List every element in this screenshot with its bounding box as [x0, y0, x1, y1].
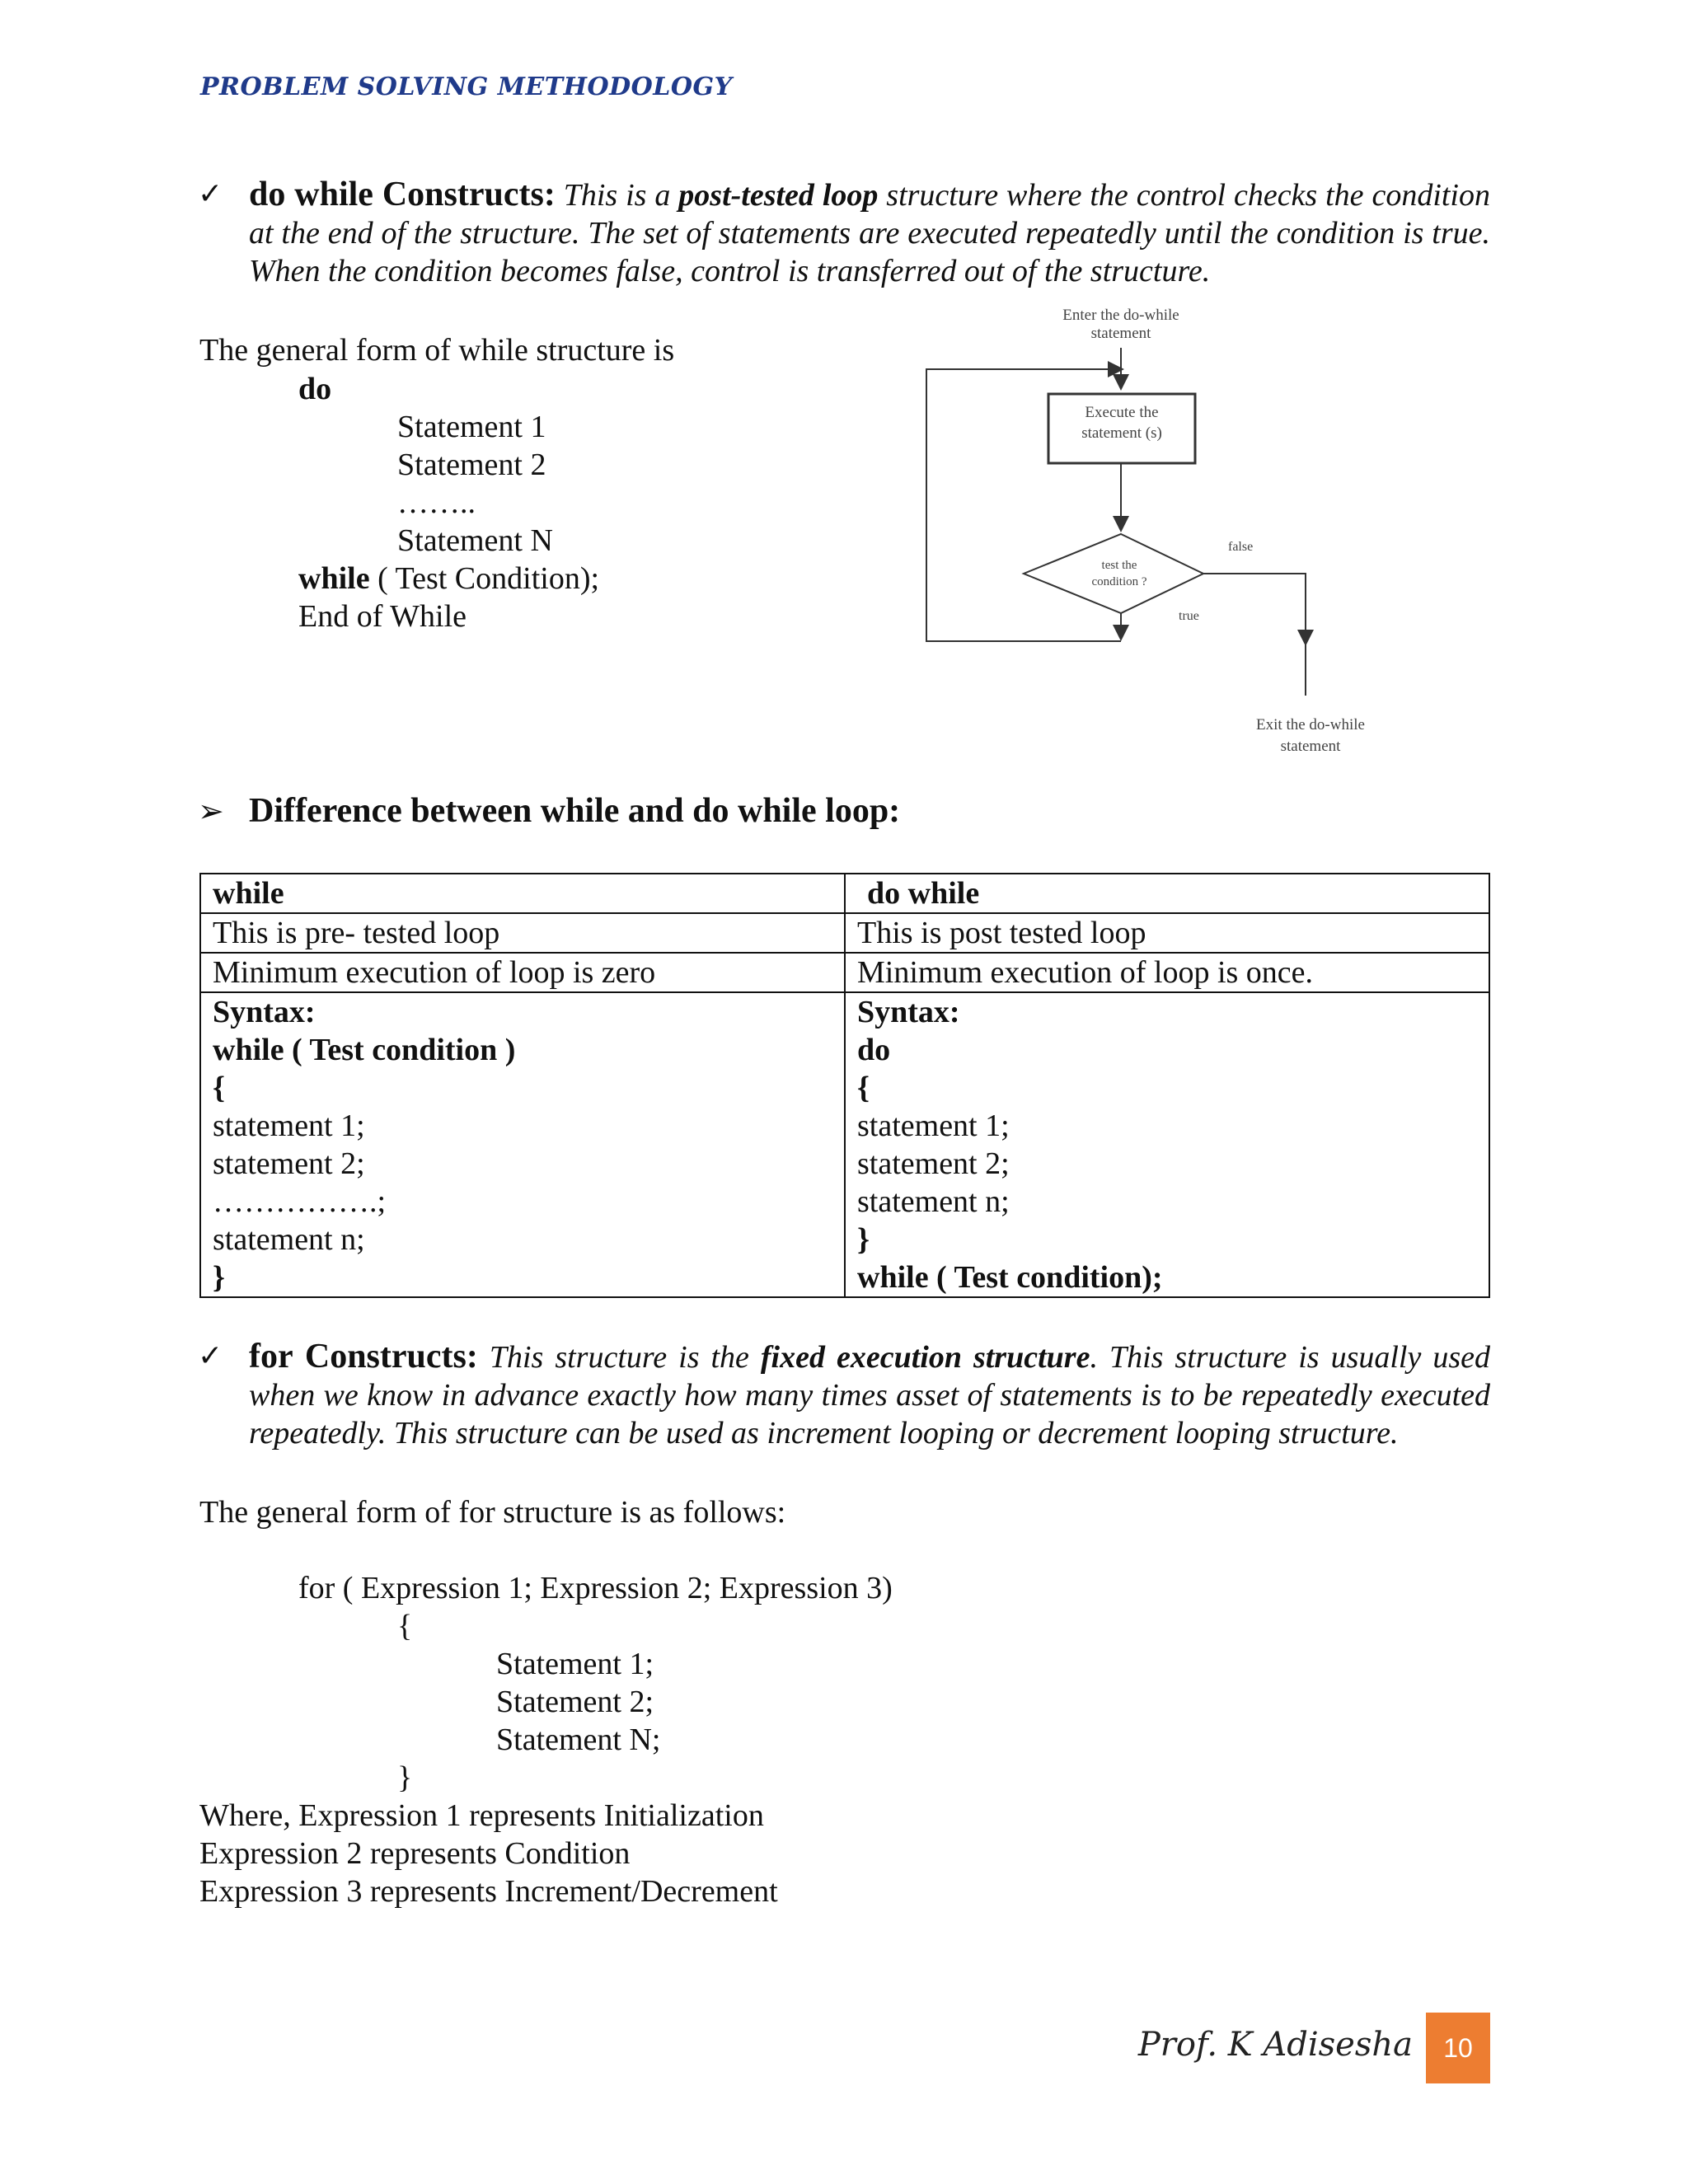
- while-syntax-open: {: [213, 1071, 225, 1105]
- while-syntax-cell: [200, 992, 845, 1297]
- do-while-general-form: The general form of while structure is: [199, 333, 675, 368]
- code-statement-n: Statement N: [397, 523, 553, 558]
- for-where-3: Expression 3 represents Increment/Decrement: [199, 1874, 778, 1909]
- for-where-2: Expression 2 represents Condition: [199, 1836, 631, 1871]
- code-statement-2: Statement 2: [397, 448, 546, 482]
- flow-enter-label-1: Enter the do-while: [1062, 307, 1179, 324]
- for-code-open: {: [397, 1609, 413, 1643]
- flow-test-label-2: condition ?: [1091, 575, 1147, 588]
- for-desc-1: This structure is the: [489, 1340, 761, 1375]
- flow-test-label-1: test the: [1101, 559, 1137, 572]
- code-while-keyword: while: [298, 561, 370, 596]
- while-syntax-s1: statement 1;: [213, 1108, 365, 1143]
- while-syntax-sn: statement n;: [213, 1222, 365, 1257]
- table-cell: Minimum execution of loop is once.: [845, 953, 1489, 992]
- do-while-syntax-close: }: [857, 1222, 870, 1257]
- flow-condition-diamond: [1024, 534, 1203, 613]
- table-row: [200, 992, 1489, 1297]
- for-desc-2: . This structure is usually used when we know in advance exactly how many times asset of statements is to be repeatedly executed repeatedly. This structure can be used as increment looping or decrement looping structure.: [249, 1340, 1490, 1451]
- code-do: do: [298, 372, 332, 406]
- do-while-syntax-open: {: [857, 1071, 870, 1105]
- footer-author: Prof. K Adisesha: [1137, 2026, 1413, 2064]
- table-cell: Minimum execution of loop is zero: [200, 953, 845, 992]
- do-while-syntax-sn: statement n;: [857, 1184, 1010, 1219]
- flow-execute-label-1: Execute the: [1085, 404, 1159, 421]
- for-code-sn: Statement N;: [496, 1722, 661, 1757]
- do-while-code-block: [298, 370, 599, 635]
- flow-exit-label-1: Exit the do-while: [1256, 716, 1365, 733]
- code-while-rest: ( Test Condition);: [369, 561, 600, 596]
- for-code-s1: Statement 1;: [496, 1647, 654, 1681]
- table-row: [200, 913, 1489, 953]
- table-row: [200, 874, 1489, 913]
- difference-table: [199, 873, 1490, 1298]
- table-cell: This is pre- tested loop: [200, 913, 845, 953]
- do-while-syntax-cell: [845, 992, 1489, 1297]
- page-number-badge: 10: [1426, 2013, 1490, 2083]
- difference-arrow-mark: ➢: [198, 793, 224, 829]
- for-code-close: }: [397, 1760, 413, 1795]
- page-header: PROBLEM SOLVING METHODOLOGY: [200, 73, 733, 101]
- difference-heading: Difference between while and do while loop:: [249, 792, 901, 830]
- flow-exit-label-2: statement: [1280, 738, 1341, 755]
- for-where-1: Where, Expression 1 represents Initialization: [199, 1798, 764, 1833]
- table-cell: This is post tested loop: [845, 913, 1489, 953]
- flow-false-arrow: [1203, 574, 1306, 643]
- for-code-block: [298, 1569, 893, 1797]
- for-code-s2: Statement 2;: [496, 1685, 654, 1719]
- code-dots: ……..: [397, 485, 476, 520]
- flow-execute-label-2: statement (s): [1081, 424, 1162, 442]
- for-desc-bold: fixed execution structure: [760, 1340, 1090, 1375]
- do-while-desc-bold: post-tested loop: [678, 178, 879, 213]
- for-title: for Constructs:: [249, 1338, 478, 1376]
- col-header-while: while: [200, 874, 845, 913]
- do-while-syntax-s2: statement 2;: [857, 1146, 1010, 1181]
- do-while-title: do while Constructs:: [249, 176, 556, 213]
- code-while-line: [298, 560, 599, 598]
- table-row: [200, 953, 1489, 992]
- flow-false-label: false: [1228, 540, 1254, 554]
- do-while-desc-2: structure where the control checks the condition at the end of the structure. The set of statements are executed repeatedly until the condition is true. When the condition becomes false, control is transferred out of the structure.: [249, 178, 1490, 288]
- while-syntax-label: Syntax:: [213, 995, 316, 1029]
- do-while-syntax-s1: statement 1;: [857, 1108, 1010, 1143]
- for-bullet-mark: ✓: [198, 1339, 223, 1373]
- do-while-syntax-tail: while ( Test condition);: [857, 1260, 1163, 1295]
- code-end-of-while: End of While: [298, 599, 467, 634]
- do-while-syntax-label: Syntax:: [857, 995, 960, 1029]
- do-while-desc-1: This is a: [563, 178, 679, 213]
- for-code-head: for ( Expression 1; Expression 2; Expression 3): [298, 1571, 893, 1605]
- do-while-flowchart: [907, 297, 1368, 766]
- do-while-description: [249, 176, 1490, 290]
- for-description: [249, 1338, 1490, 1452]
- do-while-syntax-do: do: [857, 1033, 891, 1067]
- while-syntax-close: }: [213, 1260, 225, 1295]
- col-header-do-while: do while: [845, 874, 1489, 913]
- flow-enter-label-2: statement: [1090, 325, 1151, 342]
- code-statement-1: Statement 1: [397, 410, 546, 444]
- while-syntax-dots: …………….;: [213, 1184, 387, 1219]
- while-syntax-s2: statement 2;: [213, 1146, 365, 1181]
- flow-true-label: true: [1179, 609, 1199, 623]
- do-while-bullet-mark: ✓: [198, 177, 223, 211]
- for-where-block: [199, 1797, 778, 1910]
- for-general-form: The general form of for structure is as follows:: [199, 1495, 786, 1530]
- while-syntax-head: while ( Test condition ): [213, 1033, 516, 1067]
